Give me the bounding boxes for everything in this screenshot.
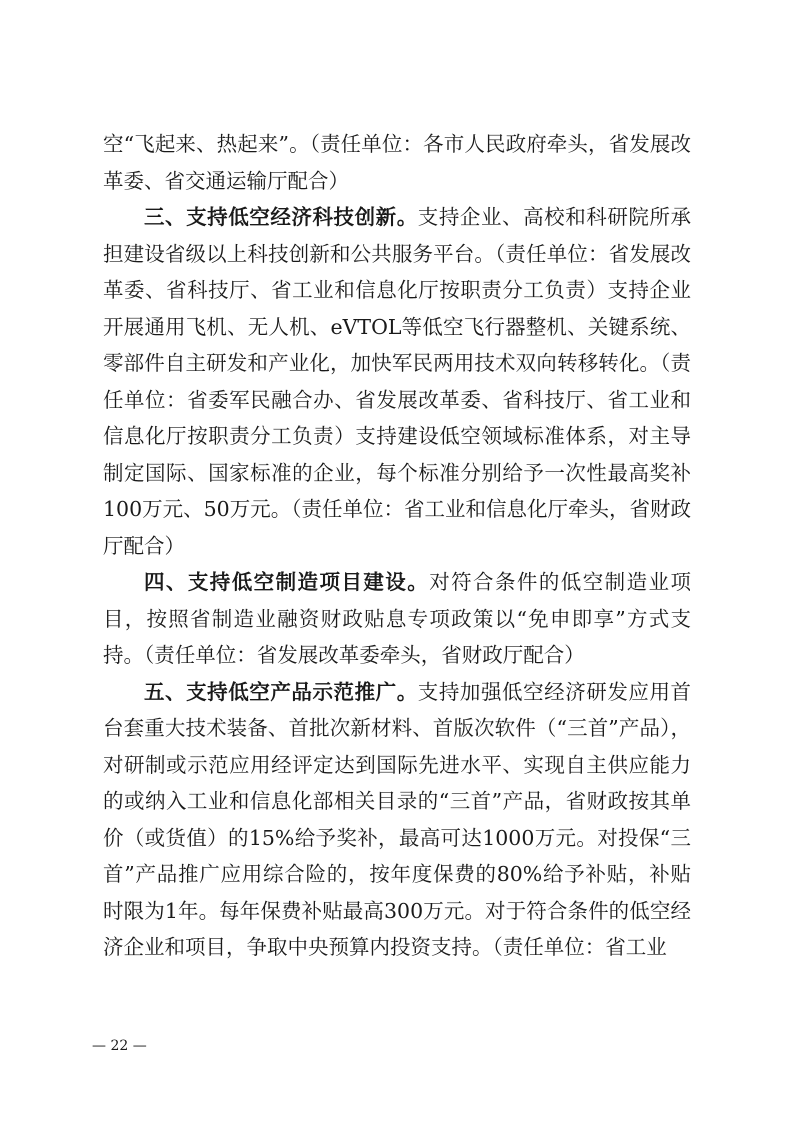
document-body bbox=[103, 126, 691, 966]
section-heading: 三、支持低空经济科技创新。 bbox=[144, 205, 418, 229]
paragraph-text: 支持企业、高校和科研院所承担建设省级以上科技创新和公共服务平台。（责任单位：省发展改革委、省科技厅、省工业和信息化厅按职责分工负责）支持企业开展通用飞机、无人机、eVTOL等低空飞行器整机、关键系统、零部件自主研发和产业化，加快军民两用技术双向转移转化。（责任单位：省委军民融合办、省发展改革委、省科技厅、省工业和信息化厅按职责分工负责）支持建设低空领域标准体系，对主导制定国际、国家标准的企业，每个标准分别给予一次性最高奖补100万元、50万元。（责任单位：省工业和信息化厅牵头，省财政厅配合） bbox=[103, 205, 692, 558]
paragraph-continuation bbox=[103, 126, 691, 199]
paragraph-text: 空“飞起来、热起来”。（责任单位：各市人民政府牵头，省发展改革委、省交通运输厅配合） bbox=[103, 132, 691, 193]
paragraph-section-4 bbox=[103, 564, 691, 674]
section-heading: 四、支持低空制造项目建设。 bbox=[144, 570, 430, 594]
paragraph-section-5 bbox=[103, 674, 691, 966]
section-heading: 五、支持低空产品示范推广。 bbox=[144, 679, 418, 704]
paragraph-section-3 bbox=[103, 199, 691, 564]
page-number: — 22 — bbox=[92, 1038, 147, 1054]
paragraph-text: 支持加强低空经济研发应用首台套重大技术装备、首批次新材料、首版次软件（“三首”产品），对研制或示范应用经评定达到国际先进水平、实现自主供应能力的或纳入工业和信息化部相关目录的“三首”产品，省财政按其单价（或货值）的15%给予奖补，最高可达1000万元。对投保“三首”产品推广应用综合险的，按年度保费的80%给予补贴，补贴时限为1年。每年保费补贴最高300万元。对于符合条件的低空经济企业和项目，争取中央预算内投资支持。（责任单位：省工业 bbox=[103, 679, 692, 959]
paragraph-text: 对符合条件的低空制造业项目，按照省制造业融资财政贴息专项政策以“免申即享”方式支持。（责任单位：省发展改革委牵头，省财政厅配合） bbox=[103, 570, 691, 667]
